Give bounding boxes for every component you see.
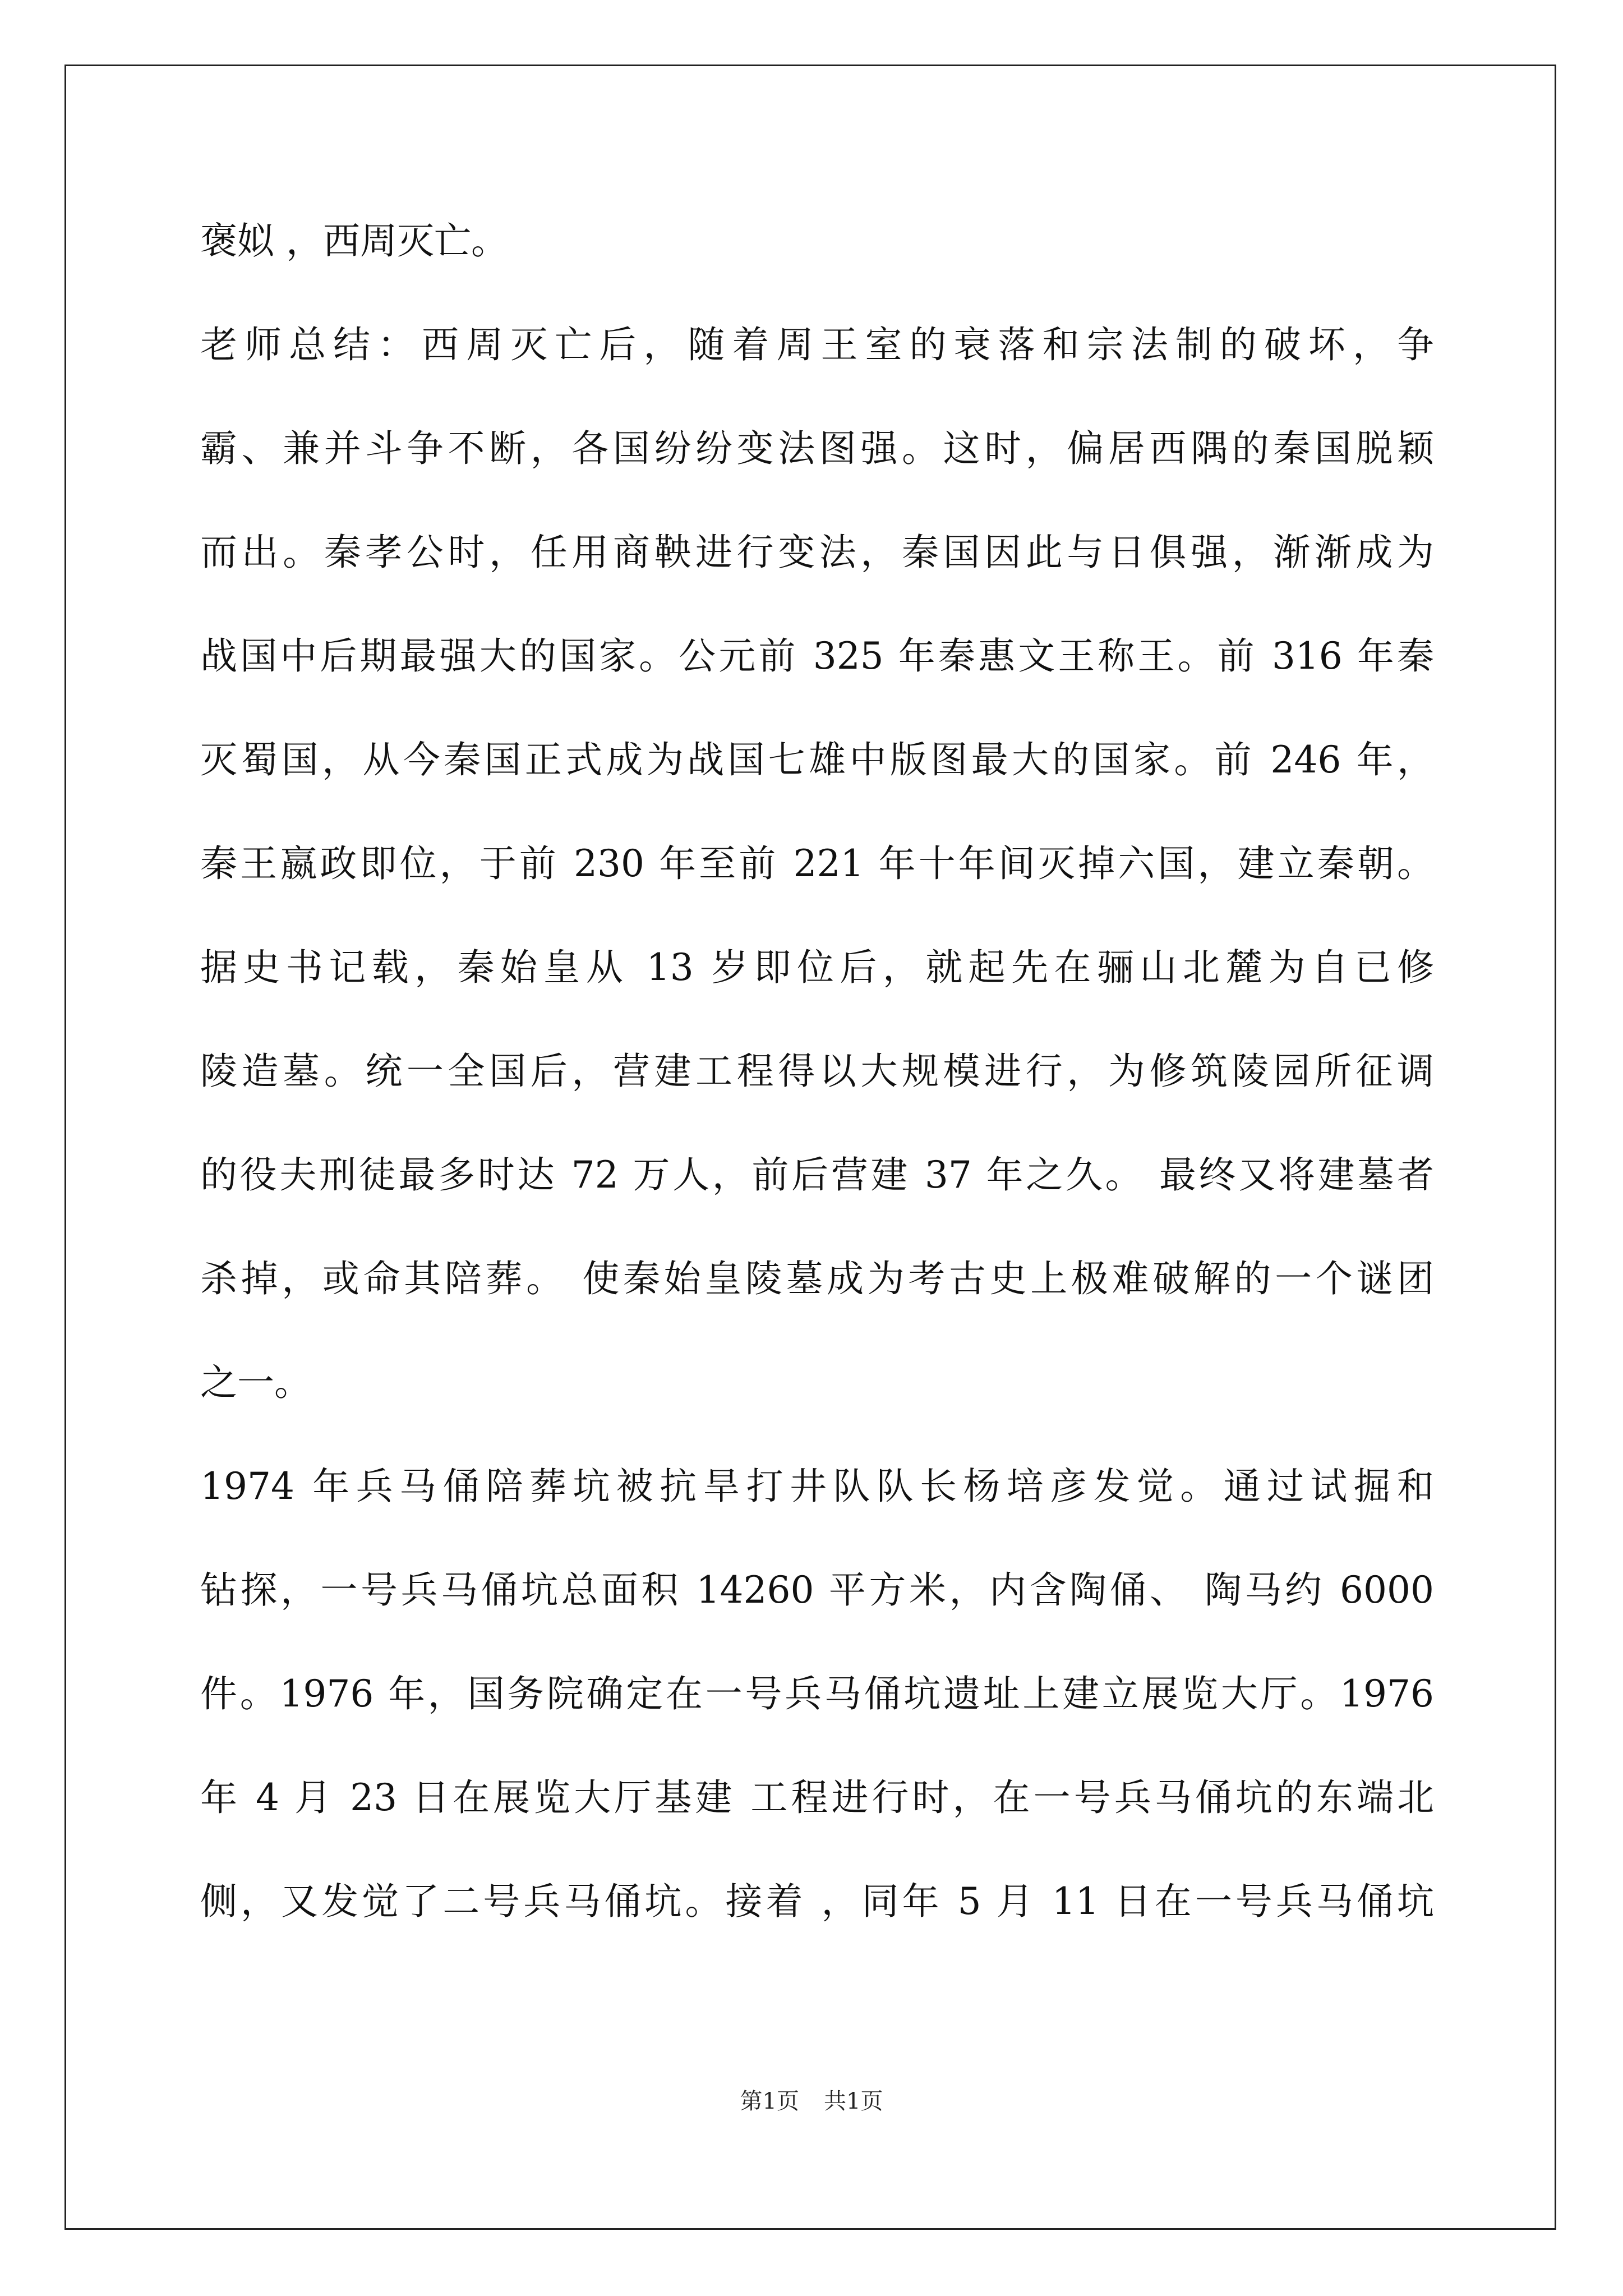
- text-line: 陵造墓。统一全国后，营建工程得以大规模进行，为修筑陵园所征调: [200, 1050, 1434, 1093]
- text-line: 侧，又发觉了二号兵马俑坑。接着 ，同年 5 月 11 日在一号兵马俑坑: [200, 1880, 1434, 1923]
- text-line: 1974 年兵马俑陪葬坑被抗旱打井队队长杨培彦发觉。通过试掘和: [200, 1465, 1434, 1508]
- text-line: 战国中后期最强大的国家。公元前 325 年秦惠文王称王。前 316 年秦: [200, 634, 1434, 678]
- text-line: 霸、兼并斗争不断，各国纷纷变法图强。这时，偏居西隅的秦国脱颖: [200, 427, 1434, 470]
- text-line: 褒姒 ，西周灭亡。: [200, 219, 508, 263]
- page-number: 第1页: [740, 2088, 799, 2114]
- text-line: 据史书记载，秦始皇从 13 岁即位后，就起先在骊山北麓为自已修: [200, 946, 1434, 989]
- text-line: 杀掉，或命其陪葬。 使秦始皇陵墓成为考古史上极难破解的一个谜团: [200, 1257, 1434, 1300]
- text-line: 老师总结：西周灭亡后，随着周王室的衰落和宗法制的破坏，争: [200, 323, 1434, 366]
- page-total: 共1页: [824, 2088, 883, 2114]
- text-line: 件。1976 年，国务院确定在一号兵马俑坑遗址上建立展览大厅。1976: [200, 1672, 1434, 1715]
- page-footer: [0, 2085, 1623, 2118]
- text-line: 年 4 月 23 日在展览大厅基建 工程进行时，在一号兵马俑坑的东端北: [200, 1776, 1434, 1819]
- text-line: 的役夫刑徒最多时达 72 万人，前后营建 37 年之久。 最终又将建墓者: [200, 1153, 1434, 1197]
- text-line: 钻探，一号兵马俑坑总面积 14260 平方米，内含陶俑、 陶马约 6000: [200, 1568, 1434, 1612]
- text-line: 秦王嬴政即位，于前 230 年至前 221 年十年间灭掉六国，建立秦朝。: [200, 842, 1434, 885]
- text-line: 而出。秦孝公时，任用商鞅进行变法，秦国因此与日俱强，渐渐成为: [200, 531, 1434, 574]
- text-line: 灭蜀国，从今秦国正式成为战国七雄中版图最大的国家。前 246 年，: [200, 738, 1434, 781]
- text-line: 之一。: [200, 1361, 311, 1404]
